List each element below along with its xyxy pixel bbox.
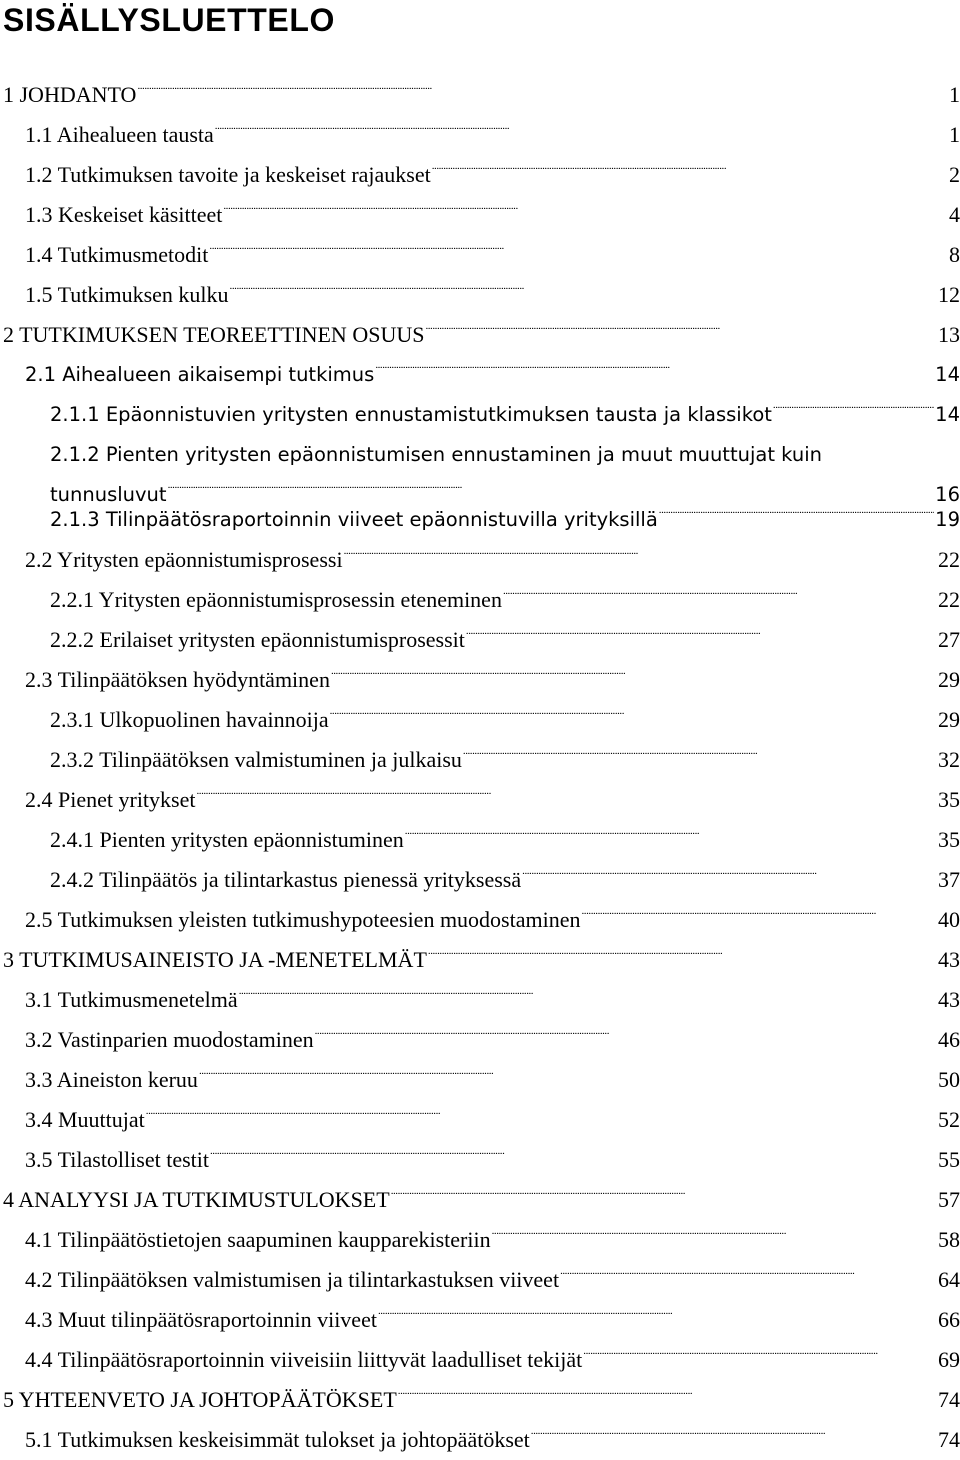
dot-leader <box>315 1027 937 1047</box>
toc-entry-label: 2.2 Yritysten epäonnistumisprosessi <box>25 547 343 572</box>
toc-entry-page-number: 40 <box>938 907 960 932</box>
toc-entry[interactable] <box>25 780 960 820</box>
toc-entry[interactable] <box>3 315 960 355</box>
toc-entry-page-number: 32 <box>938 747 960 772</box>
toc-entry[interactable] <box>50 500 960 540</box>
toc-entry-page-number: 8 <box>949 242 960 267</box>
dot-leader <box>215 122 948 142</box>
toc-entry-label: 2.1 Aihealueen aikaisempi tutkimus <box>25 363 375 386</box>
toc-entry[interactable] <box>25 900 960 940</box>
dot-leader <box>209 242 948 262</box>
dot-leader <box>168 481 935 501</box>
toc-entry-label: 1.5 Tutkimuksen kulku <box>25 282 229 307</box>
toc-entry-page-number: 1 <box>949 82 960 107</box>
toc-entry-label: 2.1.3 Tilinpäätösraportoinnin viiveet epäonnistuvilla yrityksillä <box>50 508 658 531</box>
toc-entry-page-number: 22 <box>938 547 960 572</box>
toc-entry-page-number: 19 <box>935 508 960 531</box>
toc-entry-label: 3.2 Vastinparien muodostaminen <box>25 1027 314 1052</box>
dot-leader <box>503 587 937 607</box>
dot-leader <box>583 1347 937 1367</box>
toc-entry-page-number: 12 <box>938 282 960 307</box>
toc-entry[interactable] <box>50 740 960 780</box>
toc-entry-label: 2.1.1 Epäonnistuvien yritysten ennustamistutkimuksen tausta ja klassikot <box>50 403 772 426</box>
toc-entry-label: 3 TUTKIMUSAINEISTO JA -MENETELMÄT <box>3 947 427 972</box>
toc-entry[interactable] <box>25 275 960 315</box>
toc-entry[interactable] <box>3 940 960 980</box>
toc-entry-page-number: 43 <box>938 947 960 972</box>
toc-entry-label: 2.4 Pienet yritykset <box>25 787 196 812</box>
toc-entry[interactable] <box>3 75 960 115</box>
dot-leader <box>199 1067 937 1087</box>
toc-entry[interactable] <box>25 1060 960 1100</box>
dot-leader <box>210 1147 937 1167</box>
dot-leader <box>405 827 937 847</box>
toc-entry-page-number: 64 <box>938 1267 960 1292</box>
toc-entry-label: 1.2 Tutkimuksen tavoite ja keskeiset rajaukset <box>25 162 431 187</box>
toc-entry[interactable] <box>50 700 960 740</box>
toc-entry-page-number: 4 <box>949 202 960 227</box>
dot-leader <box>582 907 938 927</box>
toc-entry-page-number: 1 <box>949 122 960 147</box>
toc-entry-label: 2 TUTKIMUKSEN TEOREETTINEN OSUUS <box>3 322 425 347</box>
toc-entry[interactable] <box>25 1140 960 1180</box>
toc-entry-page-number: 74 <box>938 1427 960 1452</box>
toc-entry-label: 4.3 Muut tilinpäätösraportoinnin viiveet <box>25 1307 377 1332</box>
toc-entry[interactable] <box>25 1300 960 1340</box>
toc-entry-page-number: 69 <box>938 1347 960 1372</box>
toc-entry-page-number: 14 <box>935 363 960 386</box>
toc-entry-page-number: 46 <box>938 1027 960 1052</box>
toc-entry-label: 3.1 Tutkimusmenetelmä <box>25 987 238 1012</box>
toc-entry[interactable] <box>25 115 960 155</box>
toc-entry-label: 2.5 Tutkimuksen yleisten tutkimushypoteesien muodostaminen <box>25 907 581 932</box>
toc-entry-label: 1.3 Keskeiset käsitteet <box>25 202 223 227</box>
toc-entry[interactable] <box>50 820 960 860</box>
dot-leader <box>196 787 937 807</box>
toc-entry-page-number: 14 <box>935 403 960 426</box>
toc-entry-page-number: 74 <box>938 1387 960 1412</box>
dot-leader <box>466 627 937 647</box>
toc-entry[interactable] <box>25 540 960 580</box>
toc-entry[interactable] <box>25 1340 960 1380</box>
dot-leader <box>492 1227 937 1247</box>
toc-entry-page-number: 43 <box>938 987 960 1012</box>
toc-entry-page-number: 27 <box>938 627 960 652</box>
dot-leader <box>378 1307 937 1327</box>
dot-leader <box>330 707 937 727</box>
toc-entry-label: 4 ANALYYSI JA TUTKIMUSTULOKSET <box>3 1187 390 1212</box>
toc-entry-page-number: 2 <box>949 162 960 187</box>
toc-entry-page-number: 50 <box>938 1067 960 1092</box>
toc-entry[interactable] <box>25 980 960 1020</box>
toc-entry-page-number: 55 <box>938 1147 960 1172</box>
toc-entry-page-number: 29 <box>938 707 960 732</box>
toc-entry-page-number: 58 <box>938 1227 960 1252</box>
dot-leader <box>146 1107 937 1127</box>
toc-entry[interactable] <box>50 860 960 900</box>
toc-entry-label: 2.4.2 Tilinpäätös ja tilintarkastus pienessä yrityksessä <box>50 867 522 892</box>
dot-leader <box>560 1267 937 1287</box>
toc-entry-page-number: 35 <box>938 787 960 812</box>
toc-entry-label: 2.3.1 Ulkopuolinen havainnoija <box>50 707 329 732</box>
toc-entry[interactable] <box>25 1260 960 1300</box>
toc-entry[interactable] <box>50 620 960 660</box>
toc-entry-label: 2.3 Tilinpäätöksen hyödyntäminen <box>25 667 330 692</box>
dot-leader <box>531 1427 937 1447</box>
toc-entry-label: 4.2 Tilinpäätöksen valmistumisen ja tilintarkastuksen viiveet <box>25 1267 560 1292</box>
toc-entry-page-number: 37 <box>938 867 960 892</box>
toc-entry[interactable] <box>25 1420 960 1460</box>
dot-leader <box>375 361 934 381</box>
dot-leader <box>391 1187 937 1207</box>
dot-leader <box>425 322 937 342</box>
toc-entry-label: 2.2.1 Yritysten epäonnistumisprosessin eteneminen <box>50 587 502 612</box>
toc-entry-label: 1.1 Aihealueen tausta <box>25 122 214 147</box>
dot-leader <box>230 282 937 302</box>
dot-leader <box>331 667 937 687</box>
toc-entry-label-continued: tunnusluvut <box>50 483 167 506</box>
toc-entry[interactable] <box>25 155 960 195</box>
toc-entry-label: 2.1.2 Pienten yritysten epäonnistumisen ennustaminen ja muut muuttujat kuin <box>50 443 823 466</box>
toc-entry-label: 1.4 Tutkimusmetodit <box>25 242 209 267</box>
toc-entry[interactable] <box>50 580 960 620</box>
dot-leader <box>398 1387 937 1407</box>
dot-leader <box>463 747 937 767</box>
dot-leader <box>344 547 937 567</box>
toc-entry-page-number: 57 <box>938 1187 960 1212</box>
dot-leader <box>659 506 934 526</box>
dot-leader <box>773 401 934 421</box>
toc-entry-label: 3.4 Muuttujat <box>25 1107 145 1132</box>
toc-entry[interactable] <box>25 235 960 275</box>
toc-entry-page-number: 35 <box>938 827 960 852</box>
toc-entry-page-number: 13 <box>938 322 960 347</box>
toc-entry[interactable] <box>3 1180 960 1220</box>
toc-entry-page-number: 22 <box>938 587 960 612</box>
toc-entry[interactable] <box>25 660 960 700</box>
toc-entry-page-number: 66 <box>938 1307 960 1332</box>
toc-entry-label: 1 JOHDANTO <box>3 82 137 107</box>
toc-entry-label: 4.1 Tilinpäätöstietojen saapuminen kaupparekisteriin <box>25 1227 491 1252</box>
toc-entry-page-number: 16 <box>935 483 960 506</box>
toc-entry[interactable] <box>25 355 960 395</box>
toc-entry-label: 3.5 Tilastolliset testit <box>25 1147 209 1172</box>
toc-entry-label: 2.3.2 Tilinpäätöksen valmistuminen ja julkaisu <box>50 747 462 772</box>
toc-entry[interactable] <box>25 195 960 235</box>
toc-entry-label: 2.4.1 Pienten yritysten epäonnistuminen <box>50 827 404 852</box>
toc-entry-label: 2.2.2 Erilaiset yritysten epäonnistumisprosessit <box>50 627 465 652</box>
dot-leader <box>522 867 937 887</box>
toc-entry[interactable] <box>25 1220 960 1260</box>
dot-leader <box>239 987 937 1007</box>
page-title: SISÄLLYSLUETTELO <box>3 2 336 38</box>
toc-entry-label: 3.3 Aineiston keruu <box>25 1067 198 1092</box>
dot-leader <box>428 947 937 967</box>
toc-entry[interactable] <box>50 395 960 435</box>
toc-entry-label: 4.4 Tilinpäätösraportoinnin viiveisiin liittyvät laadulliset tekijät <box>25 1347 583 1372</box>
dot-leader <box>432 162 948 182</box>
toc-entry[interactable] <box>25 1020 960 1060</box>
dot-leader <box>137 82 948 102</box>
toc-entry-page-number: 52 <box>938 1107 960 1132</box>
dot-leader <box>223 202 948 222</box>
toc-entry[interactable] <box>25 1100 960 1140</box>
toc-entry-label: 5 YHTEENVETO JA JOHTOPÄÄTÖKSET <box>3 1387 397 1412</box>
toc-entry-label: 5.1 Tutkimuksen keskeisimmät tulokset ja johtopäätökset <box>25 1427 530 1452</box>
toc-entry-page-number: 29 <box>938 667 960 692</box>
toc-entry[interactable] <box>3 1380 960 1420</box>
